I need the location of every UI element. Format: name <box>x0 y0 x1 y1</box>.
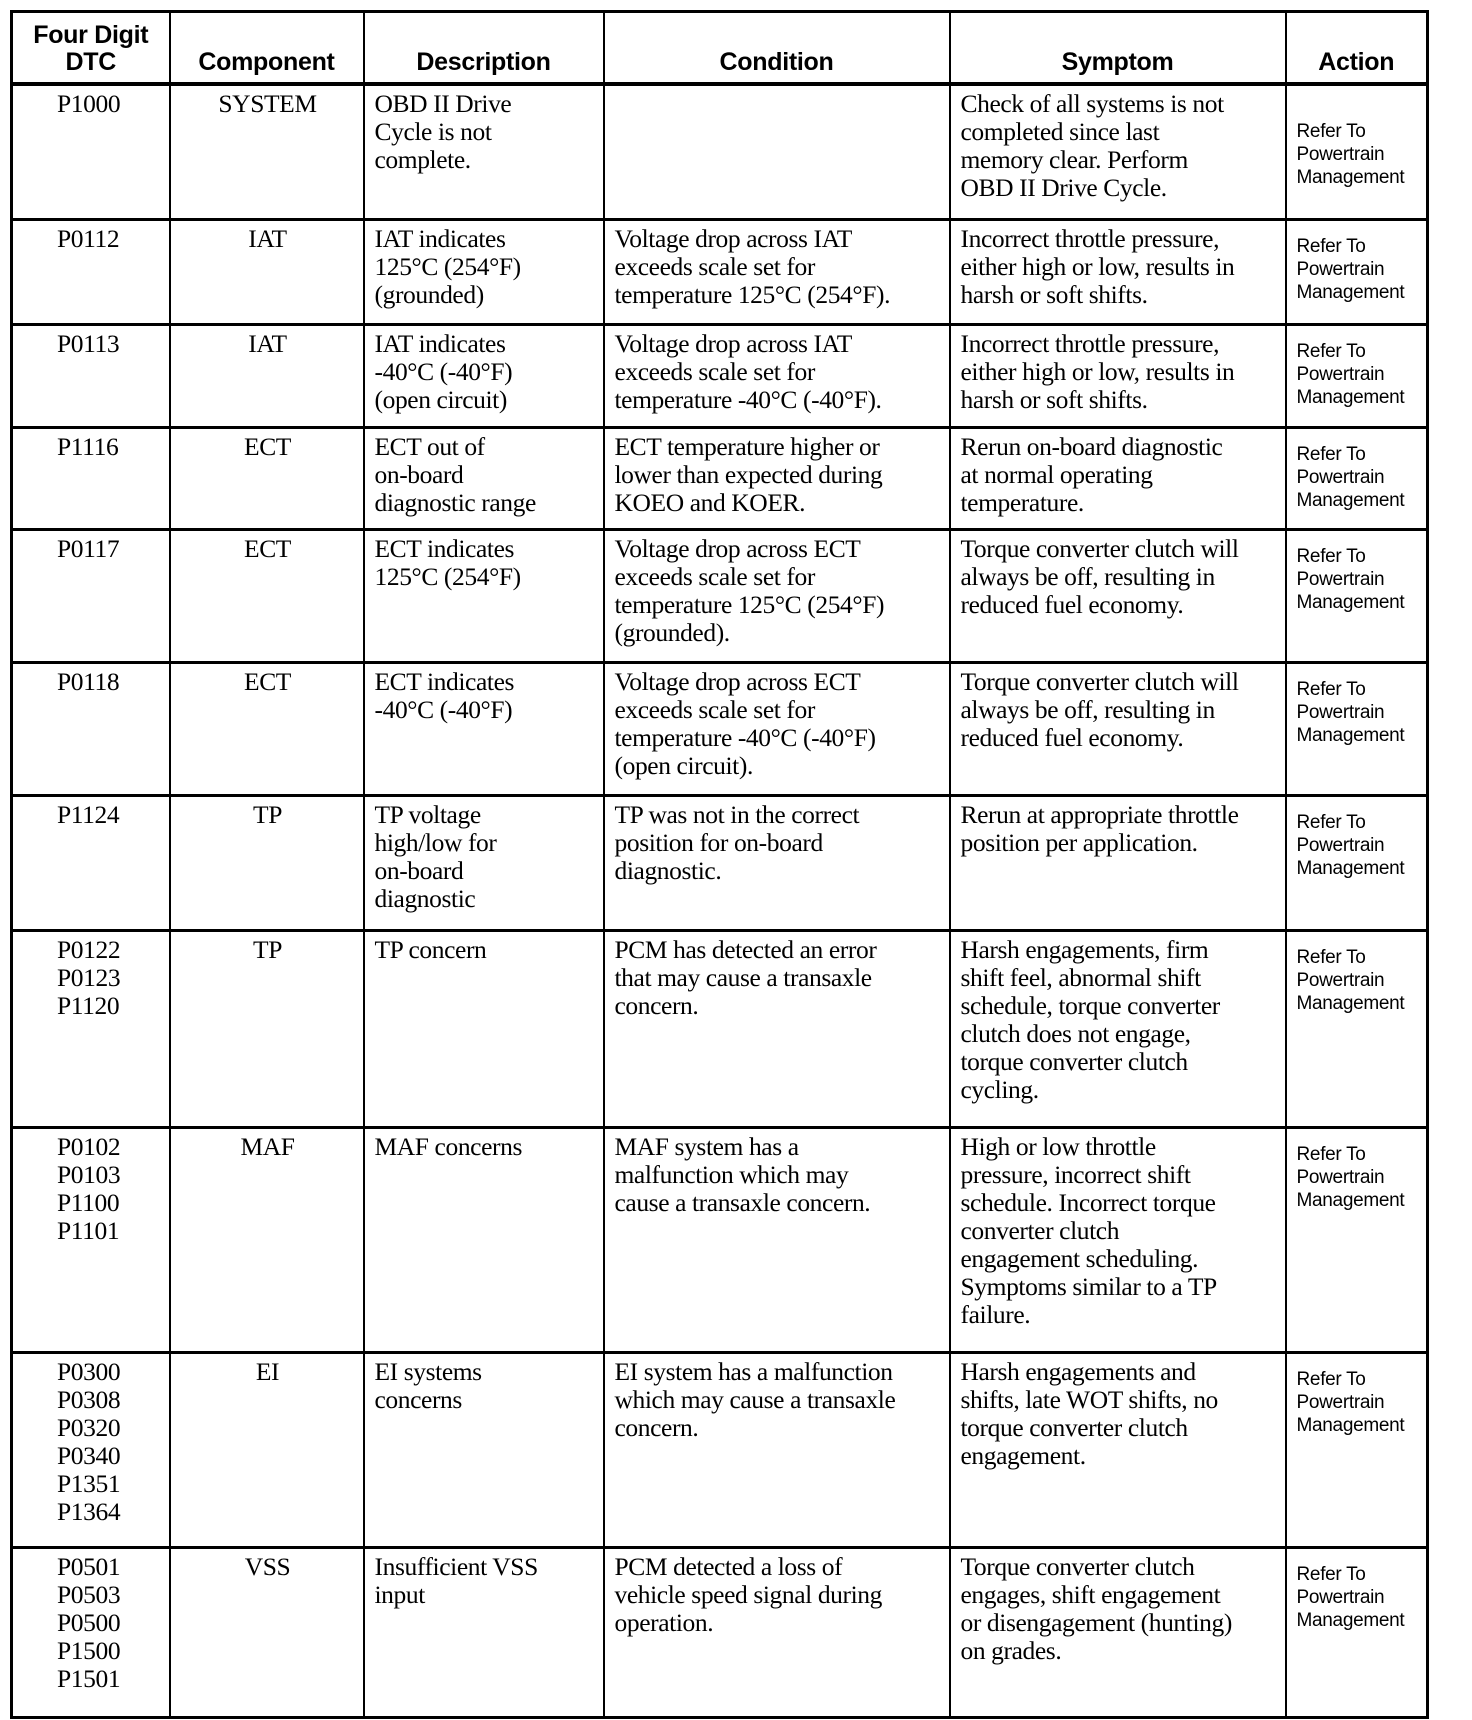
component-cell: VSS <box>170 1547 364 1717</box>
component-cell: SYSTEM <box>170 84 364 219</box>
condition-cell-line: concern. <box>614 1412 699 1442</box>
dtc-cell <box>12 219 170 324</box>
symptom-cell-line: Torque converter clutch will <box>960 533 1239 563</box>
dtc-code: P0308 <box>57 1384 121 1414</box>
description-cell-line: EI systems <box>374 1356 482 1386</box>
condition-cell-line: MAF system has a <box>614 1131 799 1161</box>
symptom-cell-line: cycling. <box>960 1074 1039 1104</box>
dtc-code: P1101 <box>57 1215 120 1245</box>
dtc-cell <box>12 427 170 529</box>
condition-cell-line: Voltage drop across ECT <box>614 666 861 696</box>
dtc-code: P1120 <box>57 990 120 1020</box>
action-cell-line: Powertrain <box>1296 834 1385 856</box>
description-cell-line: input <box>374 1579 425 1609</box>
symptom-cell-line: schedule. Incorrect torque <box>960 1187 1216 1217</box>
description-cell-line: diagnostic range <box>374 487 536 517</box>
action-cell-line: Management <box>1296 489 1405 511</box>
action-cell-line: Management <box>1296 281 1405 303</box>
description-cell <box>364 84 604 219</box>
symptom-cell-line: torque converter clutch <box>960 1412 1188 1442</box>
component-cell: MAF <box>170 1127 364 1352</box>
action-cell-line: Refer To <box>1296 1368 1366 1390</box>
condition-cell-line: Voltage drop across IAT <box>614 328 852 358</box>
description-cell-line: TP concern <box>374 934 487 964</box>
dtc-cell <box>12 324 170 427</box>
condition-cell <box>604 1547 950 1717</box>
description-cell-line: -40°C (-40°F) <box>374 356 513 386</box>
condition-cell-line: temperature -40°C (-40°F) <box>614 722 876 752</box>
table-row <box>12 529 1428 662</box>
description-cell <box>364 930 604 1127</box>
table-row <box>12 219 1428 324</box>
description-cell-line: IAT indicates <box>374 223 506 253</box>
description-cell-line: on-board <box>374 855 464 885</box>
table-header <box>12 12 1428 85</box>
dtc-cell <box>12 930 170 1127</box>
table-row <box>12 1352 1428 1547</box>
action-cell-line: Management <box>1296 992 1405 1014</box>
symptom-cell-line: Harsh engagements, firm <box>960 934 1209 964</box>
description-cell <box>364 219 604 324</box>
dtc-code: P1351 <box>57 1468 121 1498</box>
action-cell-line: Refer To <box>1296 1143 1366 1165</box>
dtc-cell <box>12 84 170 219</box>
dtc-cell <box>12 529 170 662</box>
dtc-code: P0340 <box>57 1440 121 1470</box>
dtc-code: P1124 <box>57 799 120 829</box>
condition-cell-line: TP was not in the correct <box>614 799 860 829</box>
symptom-cell <box>950 84 1286 219</box>
action-cell-line: Management <box>1296 167 1405 188</box>
symptom-cell-line: harsh or soft shifts. <box>960 279 1148 309</box>
component-cell: ECT <box>170 529 364 662</box>
condition-cell-line: Voltage drop across IAT <box>614 223 852 253</box>
symptom-cell-line: Symptoms similar to a TP <box>960 1271 1217 1301</box>
description-cell-line: concerns <box>374 1384 462 1414</box>
condition-cell-line: KOEO and KOER. <box>614 487 806 517</box>
dtc-code: P0112 <box>57 223 120 253</box>
dtc-code: P1364 <box>57 1496 121 1526</box>
table-body <box>12 84 1428 1717</box>
symptom-cell-line: engagement. <box>960 1440 1086 1470</box>
description-cell-line: 125°C (254°F) <box>374 561 521 591</box>
dtc-code: P0123 <box>57 962 121 992</box>
symptom-cell-line: shifts, late WOT shifts, no <box>960 1384 1218 1414</box>
action-cell-line: Management <box>1296 1189 1405 1211</box>
action-cell <box>1286 1127 1428 1352</box>
table-row <box>12 795 1428 930</box>
description-cell-line: (grounded) <box>374 279 484 309</box>
action-cell-line: Powertrain <box>1296 701 1385 723</box>
symptom-cell-line: Check of all systems is not <box>960 89 1224 118</box>
action-cell-line: Powertrain <box>1296 568 1385 590</box>
symptom-cell-line: OBD II Drive Cycle. <box>960 173 1167 202</box>
condition-cell-line: lower than expected during <box>614 459 883 489</box>
description-cell-line: Cycle is not <box>374 117 492 146</box>
table-row <box>12 662 1428 795</box>
symptom-cell-line: converter clutch <box>960 1215 1120 1245</box>
symptom-cell-line: temperature. <box>960 487 1084 517</box>
dtc-cell <box>12 1547 170 1717</box>
action-cell-line: Powertrain <box>1296 466 1385 488</box>
action-cell-line: Refer To <box>1296 443 1366 465</box>
symptom-cell-line: reduced fuel economy. <box>960 589 1184 619</box>
condition-cell-line: that may cause a transaxle <box>614 962 872 992</box>
header-dtc <box>12 12 170 85</box>
action-cell <box>1286 662 1428 795</box>
dtc-code: P0501 <box>57 1551 121 1581</box>
condition-cell-line: which may cause a transaxle <box>614 1384 896 1414</box>
header-dtc-line: DTC <box>65 48 116 76</box>
symptom-cell-line: harsh or soft shifts. <box>960 384 1148 414</box>
description-cell <box>364 529 604 662</box>
dtc-code: P1000 <box>57 89 121 118</box>
action-cell-line: Powertrain <box>1296 1391 1385 1413</box>
component-cell: TP <box>170 930 364 1127</box>
condition-cell-line: EI system has a malfunction <box>614 1356 893 1386</box>
description-cell-line: diagnostic <box>374 883 476 913</box>
description-cell-line: IAT indicates <box>374 328 506 358</box>
action-cell-line: Management <box>1296 1609 1405 1631</box>
symptom-cell <box>950 1127 1286 1352</box>
dtc-code: P0122 <box>57 934 121 964</box>
dtc-cell <box>12 1127 170 1352</box>
action-cell <box>1286 529 1428 662</box>
header-description: Description <box>364 12 604 85</box>
action-cell-line: Powertrain <box>1296 1586 1385 1608</box>
component-cell: ECT <box>170 662 364 795</box>
action-cell-line: Management <box>1296 857 1405 879</box>
symptom-cell-line: schedule, torque converter <box>960 990 1220 1020</box>
condition-cell-line: exceeds scale set for <box>614 251 815 281</box>
action-cell <box>1286 324 1428 427</box>
symptom-cell-line: Incorrect throttle pressure, <box>960 223 1220 253</box>
symptom-cell-line: always be off, resulting in <box>960 694 1215 724</box>
symptom-cell-line: reduced fuel economy. <box>960 722 1184 752</box>
action-cell <box>1286 795 1428 930</box>
action-cell-line: Refer To <box>1296 545 1366 567</box>
condition-cell-line: operation. <box>614 1607 714 1637</box>
symptom-cell-line: either high or low, results in <box>960 356 1235 386</box>
description-cell <box>364 324 604 427</box>
description-cell <box>364 662 604 795</box>
component-cell: ECT <box>170 427 364 529</box>
dtc-code: P0117 <box>57 533 120 563</box>
dtc-code: P0500 <box>57 1607 121 1637</box>
dtc-code: P1500 <box>57 1635 121 1665</box>
symptom-cell-line: Torque converter clutch will <box>960 666 1239 696</box>
condition-cell-line: temperature 125°C (254°F). <box>614 279 891 309</box>
symptom-cell <box>950 1352 1286 1547</box>
description-cell-line: on-board <box>374 459 464 489</box>
component-cell: IAT <box>170 219 364 324</box>
dtc-code: P1100 <box>57 1187 120 1217</box>
symptom-cell-line: Incorrect throttle pressure, <box>960 328 1220 358</box>
symptom-cell-line: position per application. <box>960 827 1198 857</box>
dtc-code: P1501 <box>57 1663 121 1693</box>
description-cell-line: OBD II Drive <box>374 89 512 118</box>
symptom-cell <box>950 1547 1286 1717</box>
action-cell-line: Refer To <box>1296 946 1366 968</box>
action-cell-line: Powertrain <box>1296 1166 1385 1188</box>
description-cell <box>364 1547 604 1717</box>
header-condition: Condition <box>604 12 950 85</box>
condition-cell <box>604 930 950 1127</box>
condition-cell-line: concern. <box>614 990 699 1020</box>
header-row <box>12 12 1428 85</box>
description-cell-line: complete. <box>374 145 471 174</box>
header-dtc-line: Four Digit <box>33 21 149 49</box>
description-cell-line: Insufficient VSS <box>374 1551 538 1581</box>
symptom-cell-line: failure. <box>960 1299 1031 1329</box>
symptom-cell-line: clutch does not engage, <box>960 1018 1191 1048</box>
description-cell-line: ECT indicates <box>374 666 515 696</box>
symptom-cell-line: engagement scheduling. <box>960 1243 1199 1273</box>
dtc-code: P0118 <box>57 666 120 696</box>
condition-cell <box>604 219 950 324</box>
action-cell-line: Management <box>1296 591 1405 613</box>
symptom-cell <box>950 324 1286 427</box>
symptom-cell <box>950 662 1286 795</box>
action-cell-line: Management <box>1296 724 1405 746</box>
description-cell-line: MAF concerns <box>374 1131 522 1161</box>
dtc-table <box>10 10 1429 1719</box>
symptom-cell-line: either high or low, results in <box>960 251 1235 281</box>
condition-cell-line: Voltage drop across ECT <box>614 533 861 563</box>
symptom-cell-line: always be off, resulting in <box>960 561 1215 591</box>
action-cell-line: Refer To <box>1296 1563 1366 1585</box>
dtc-cell <box>12 795 170 930</box>
table-row <box>12 930 1428 1127</box>
condition-cell-line: exceeds scale set for <box>614 356 815 386</box>
dtc-cell <box>12 1352 170 1547</box>
dtc-code: P0503 <box>57 1579 121 1609</box>
dtc-code: P0103 <box>57 1159 121 1189</box>
action-cell <box>1286 1352 1428 1547</box>
table-row <box>12 84 1428 219</box>
symptom-cell-line: High or low throttle <box>960 1131 1156 1161</box>
description-cell <box>364 795 604 930</box>
symptom-cell-line: Torque converter clutch <box>960 1551 1195 1581</box>
symptom-cell <box>950 930 1286 1127</box>
description-cell-line: -40°C (-40°F) <box>374 694 513 724</box>
component-cell: EI <box>170 1352 364 1547</box>
condition-cell <box>604 1127 950 1352</box>
symptom-cell <box>950 795 1286 930</box>
symptom-cell-line: Harsh engagements and <box>960 1356 1196 1386</box>
condition-cell-line: malfunction which may <box>614 1159 849 1189</box>
symptom-cell-line: on grades. <box>960 1635 1062 1665</box>
table-row <box>12 1127 1428 1352</box>
description-cell <box>364 427 604 529</box>
symptom-cell-line: pressure, incorrect shift <box>960 1159 1191 1189</box>
condition-cell <box>604 662 950 795</box>
condition-cell-line: (grounded). <box>614 617 730 647</box>
dtc-code: P0102 <box>57 1131 121 1161</box>
symptom-cell-line: shift feel, abnormal shift <box>960 962 1201 992</box>
dtc-code: P0320 <box>57 1412 121 1442</box>
symptom-cell-line: memory clear. Perform <box>960 145 1188 174</box>
table-row <box>12 1547 1428 1717</box>
condition-cell-line: diagnostic. <box>614 855 722 885</box>
condition-cell <box>604 795 950 930</box>
symptom-cell-line: or disengagement (hunting) <box>960 1607 1232 1637</box>
action-cell-line: Refer To <box>1296 811 1366 833</box>
action-cell-line: Powertrain <box>1296 363 1385 385</box>
condition-cell-line: PCM has detected an error <box>614 934 877 964</box>
description-cell-line: TP voltage <box>374 799 481 829</box>
action-cell-line: Management <box>1296 386 1405 408</box>
action-cell <box>1286 84 1428 219</box>
condition-cell-line: temperature 125°C (254°F) <box>614 589 885 619</box>
condition-cell-line: PCM detected a loss of <box>614 1551 843 1581</box>
action-cell-line: Refer To <box>1296 235 1366 257</box>
symptom-cell-line: completed since last <box>960 117 1160 146</box>
action-cell-line: Powertrain <box>1296 258 1385 280</box>
description-cell-line: 125°C (254°F) <box>374 251 521 281</box>
description-cell <box>364 1352 604 1547</box>
description-cell-line: ECT out of <box>374 431 485 461</box>
description-cell-line: ECT indicates <box>374 533 515 563</box>
action-cell-line: Powertrain <box>1296 969 1385 991</box>
condition-cell <box>604 84 950 219</box>
header-action: Action <box>1286 12 1428 85</box>
condition-cell-line: ECT temperature higher or <box>614 431 880 461</box>
dtc-code: P1116 <box>57 431 119 461</box>
condition-cell <box>604 1352 950 1547</box>
action-cell-line: Powertrain <box>1296 144 1385 165</box>
symptom-cell-line: Rerun on-board diagnostic <box>960 431 1223 461</box>
description-cell-line: (open circuit) <box>374 384 507 414</box>
symptom-cell <box>950 219 1286 324</box>
condition-cell <box>604 427 950 529</box>
condition-cell-line: cause a transaxle concern. <box>614 1187 871 1217</box>
condition-cell <box>604 529 950 662</box>
symptom-cell-line: torque converter clutch <box>960 1046 1188 1076</box>
dtc-cell <box>12 662 170 795</box>
component-cell: IAT <box>170 324 364 427</box>
condition-cell-line: temperature -40°C (-40°F). <box>614 384 882 414</box>
condition-cell-line: vehicle speed signal during <box>614 1579 882 1609</box>
action-cell-line: Refer To <box>1296 340 1366 362</box>
condition-cell-line: position for on-board <box>614 827 823 857</box>
action-cell-line: Management <box>1296 1414 1405 1436</box>
dtc-code: P0113 <box>57 328 120 358</box>
condition-cell-line: exceeds scale set for <box>614 694 815 724</box>
component-cell: TP <box>170 795 364 930</box>
symptom-cell-line: at normal operating <box>960 459 1153 489</box>
description-cell <box>364 1127 604 1352</box>
header-component: Component <box>170 12 364 85</box>
action-cell <box>1286 930 1428 1127</box>
action-cell <box>1286 1547 1428 1717</box>
header-symptom: Symptom <box>950 12 1286 85</box>
action-cell-line: Refer To <box>1296 121 1366 142</box>
symptom-cell <box>950 427 1286 529</box>
symptom-cell-line: Rerun at appropriate throttle <box>960 799 1239 829</box>
condition-cell-line: (open circuit). <box>614 750 753 780</box>
condition-cell <box>604 324 950 427</box>
action-cell <box>1286 427 1428 529</box>
symptom-cell <box>950 529 1286 662</box>
table-row <box>12 427 1428 529</box>
table-row <box>12 324 1428 427</box>
dtc-code: P0300 <box>57 1356 121 1386</box>
condition-cell-line: exceeds scale set for <box>614 561 815 591</box>
action-cell <box>1286 219 1428 324</box>
symptom-cell-line: engages, shift engagement <box>960 1579 1221 1609</box>
description-cell-line: high/low for <box>374 827 497 857</box>
action-cell-line: Refer To <box>1296 678 1366 700</box>
